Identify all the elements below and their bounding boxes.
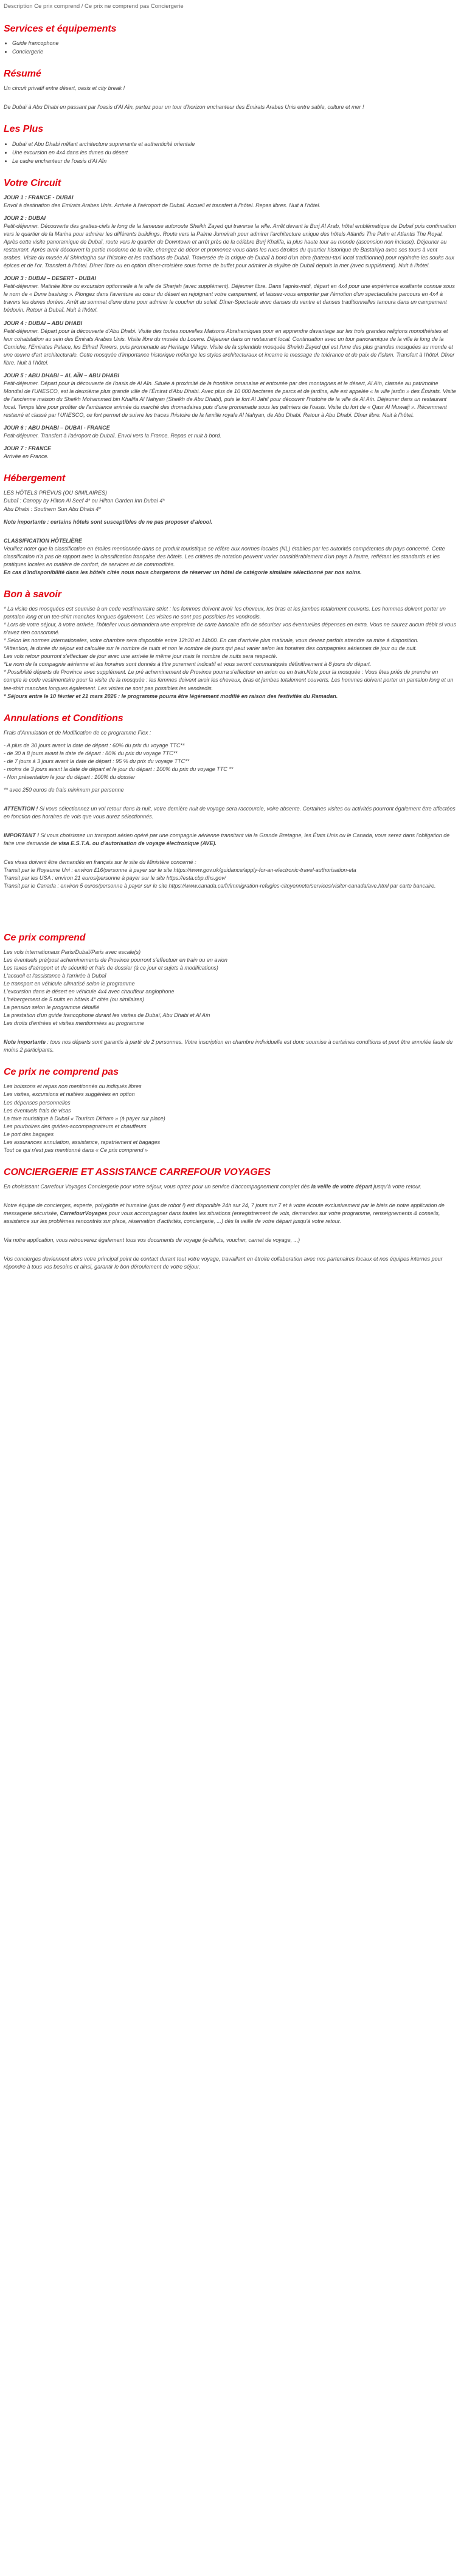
- day-text: Petit-déjeuner. Transfert à l'aéroport de Dubaï. Envol vers la France. Repas et nuit à bord.: [4, 433, 221, 439]
- classification-text: Veuillez noter que la classification en étoiles mentionnée dans ce produit touristique se réfère aux normes locales (NL) établies par les autorités compétentes du pays concerné. Cette classification n'a pas de rapport avec la classification française des hôtels. Les critères de notation peuvent varier considérablement d'un pays à l'autre, reflétant les standards et les pratiques locales en matière de confort, de services et de commodités.: [4, 545, 445, 567]
- day-title: JOUR 1 : FRANCE - DUBAI: [4, 194, 74, 200]
- fee-row: - A plus de 30 jours avant la date de départ : 60% du prix du voyage TTC**: [4, 742, 185, 748]
- visa-uk[interactable]: Transit par le Royaume Uni : environ £16/personne à payer sur le site https://www.gov.uk/guidance/apply-for-an-electronic-travel-authorisation-eta: [4, 867, 356, 874]
- day-6: [4, 424, 456, 440]
- list-item: Les visites, excursions et nuitées suggérées en option: [4, 1091, 135, 1098]
- day-4: [4, 320, 456, 367]
- text-bold: CarrefourVoyages: [60, 1210, 108, 1217]
- day-title: JOUR 6 : ABU DHABI – DUBAI - FRANCE: [4, 425, 110, 431]
- hotel-dubai: Dubaï : Canopy by Hilton Al Seef 4* ou Hilton Garden Inn Dubai 4*: [4, 498, 165, 504]
- day-3: [4, 275, 456, 314]
- day-title: JOUR 2 : DUBAI: [4, 214, 46, 221]
- fee-minimum: ** avec 250 euros de frais minimum par personne: [4, 787, 124, 793]
- visa-canada[interactable]: Transit par le Canada : environ 5 euros/personne à payer sur le site https://www.canada.ca/fr/immigration-refugies-citoyennete/services/visiter-canada/ave.html par carte bancaire.: [4, 883, 436, 889]
- savoir-item: *Attention, la durée du séjour est calculée sur le nombre de nuits et non le nombre de jours qui peut varier selon les horaires des compagnies aériennes de jour ou de nuit.: [4, 645, 417, 652]
- attention-label: ATTENTION !: [4, 806, 38, 812]
- day-text: Petit-déjeuner. Départ pour la découverte d'Abu Dhabi. Visite des toutes nouvelles Maisons Abrahamiques pour en apprendre davantage sur les trois grandes religions monothéistes et leur cohabitation au sein des Émirats Arabes Unis. Visite libre du musée du Louvre. Déjeuner dans un restaurant local. Continuation avec un tour panoramique de la ville le long de la Corniche, l'Emirates Palace, les Etihad Towers, puis promenade au Heritage Village. Visite de la splendide mosquée Sheikh Zayed qui est l'une des plus grandes mosquées au monde et une œuvre d'art architecturale. Cette mosquée d'importance historique mélange les styles architecturaux et incarne le message de tolérance et de paix de l'islam. Transfert à l'hôtel. Dîner libre. Nuit à l'hôtel.: [4, 327, 455, 366]
- savoir-item: * Selon les normes internationales, votre chambre sera disponible entre 12h30 et 14h00. En cas d'arrivée plus matinale, vous devrez parfois attendre sa mise à disposition.: [4, 637, 419, 644]
- day-title: JOUR 5 : ABU DHABI – AL AÏN – ABU DHABI: [4, 372, 120, 379]
- comprend-note: [4, 1038, 456, 1054]
- visa-intro: Ces visas doivent être demandés en français sur le site du Ministère concerné :: [4, 859, 196, 866]
- hotel-abudhabi: Abu Dhabi : Southern Sun Abu Dhabi 4*: [4, 505, 101, 512]
- list-item: • Une excursion en 4x4 dans les dunes du désert: [12, 149, 456, 157]
- day-title: JOUR 3 : DUBAI – DESERT - DUBAI: [4, 275, 96, 282]
- savoir-item: *Le nom de la compagnie aérienne et les horaires sont donnés à titre purement indicatif et vous seront communiqués définitivement à 8 jours du départ.: [4, 661, 372, 668]
- list-item: Le transport en véhicule climatisé selon le programme: [4, 980, 135, 987]
- visa-required: visa E.S.T.A. ou d'autorisation de voyage électronique (AVE).: [58, 840, 217, 847]
- resume-title: Résumé: [4, 69, 41, 80]
- list-item: Les vols internationaux Paris/Dubaï/Paris avec escale(s): [4, 948, 141, 955]
- services-list: [4, 39, 456, 56]
- day-title: JOUR 4 : DUBAI – ABU DHABI: [4, 320, 83, 326]
- day-text: Envol à destination des Emirats Arabes Unis. Arrivée à l'aéroport de Dubaï. Accueil et transfert à l'hôtel. Repas libres. Nuit à l'hôtel.: [4, 202, 321, 208]
- resume-intro: Un circuit privatif entre désert, oasis et city break !: [4, 85, 125, 92]
- text: pour vous accompagner dans toutes les situations (enregistrement de vols, demandes sur votre programme, renseignements & conseils, assistance sur les problèmes rencontrés sur place, réservation d'activités, conciergerie, ...) dès la veille de votre départ jusqu'à votre retour.: [4, 1210, 440, 1225]
- annulations-section: [4, 711, 456, 891]
- visa-us[interactable]: Transit par les USA : environ 21 euros/personne à payer sur le site https://esta.cbp.dhs.gov/: [4, 875, 226, 882]
- important-label: IMPORTANT !: [4, 832, 40, 839]
- necomprend-section: [4, 1065, 456, 1154]
- list-item: Les boissons et repas non mentionnés ou indiqués libres: [4, 1083, 142, 1090]
- list-item: La taxe touristique à Dubaï « Tourism Dirham » (à payer sur place): [4, 1115, 165, 1122]
- hebergement-title: Hébergement: [4, 473, 66, 484]
- savoir-title: Bon à savoir: [4, 589, 61, 600]
- savoir-item: * Lors de votre séjour, à votre arrivée, l'hôtelier vous demandera une empreinte de carte bancaire afin de sécuriser vos éventuelles dépenses en extra. Vous ne saurez aucun débit si vous n'avez rien consommé.: [4, 622, 456, 636]
- important-text: Si vous choisissez un transport aérien opéré par une compagnie aérienne transitant via la Grande Bretagne, les États Unis ou le Canada, vous serez dans l'obligation de faire une demande de: [4, 832, 450, 847]
- note-label: Note importante: [4, 1039, 46, 1046]
- list-item: Tout ce qui n'est pas mentionné dans « Ce prix comprend »: [4, 1146, 148, 1153]
- circuit-section: [4, 176, 456, 461]
- breadcrumb: Description Ce prix comprend / Ce prix ne comprend pas Conciergerie: [4, 3, 184, 10]
- savoir-item: * La visite des mosquées est soumise à un code vestimentaire strict : les femmes doivent avoir les cheveux, les bras et les jambes totalement couverts. Les hommes doivent porter un pantalon long et un tee-shirt manches longues également. Les visites ne sont pas possibles les vendredis.: [4, 606, 446, 620]
- services-title: Services et équipements: [4, 23, 117, 34]
- list-item: Les droits d'entrées et visites mentionnées au programme: [4, 1020, 144, 1027]
- hotels-note: Note importante : certains hôtels sont susceptibles de ne pas proposer d'alcool.: [4, 518, 213, 525]
- plus-section: [4, 122, 456, 165]
- note-text: : tous nos départs sont garantis à partir de 2 personnes. Votre inscription en chambre individuelle est donc soumise à certaines conditions et peut être annulée faute du moins 2 participants.: [4, 1039, 453, 1053]
- savoir-section: [4, 587, 456, 701]
- classification-title: CLASSIFICATION HÔTELIÈRE: [4, 537, 82, 544]
- list-item: • Guide francophone: [12, 39, 456, 47]
- savoir-item: * Possibilité départs de Province avec supplément. Le pré acheminement de Province pourra s'effectuer en avion ou en train.Note pour la mosquée : Vous êtes priés de prendre en compte le code vestimentaire pour la visite de la mosquée : les femmes doivent avoir les cheveux, bras et jambes totalement couverts. Les hommes doivent porter un pantalon long et un tee-shirt manches longues également. Les visites ne sont pas possibles les vendredis.: [4, 669, 454, 691]
- comprend-title: Ce prix comprend: [4, 932, 86, 943]
- resume-text: De Dubaï à Abu Dhabi en passant par l'oasis d'Al Aïn, partez pour un tour d'horizon enchanteur des Emirats Arabes Unis entre sable, culture et mer !: [4, 104, 364, 111]
- conciergerie-p3: Via notre application, vous retrouverez également tous vos documents de voyage (e-billets, voucher, carnet de voyage, ...): [4, 1237, 300, 1244]
- conciergerie-section: [4, 1165, 456, 1272]
- circuit-title: Votre Circuit: [4, 177, 61, 188]
- day-text: Petit-déjeuner. Découverte des grattes-ciels le long de la fameuse autoroute Sheikh Zayed qui traverse la ville. Arrêt devant le Burj Al Arab, hôtel emblématique de Dubaï puis continuation vers le quartier de la Marina pour admirer les différents buildings. Route vers la Palme Jumeirah pour admirer l'architecture unique des hôtels Atlantis The Palm et Atlantis The Royal. Après cette visite panoramique de Dubaï, route vers le quartier de Downtown et arrêt près de la célèbre Burj Khalifa, la plus haute tour au monde (ascension non incluse). Déjeuner au restaurant. Après avoir découvert la partie moderne de la ville, changez de décor et promenez-vous dans les rues étroites du quartier historique de Bastakiya avec ses tours à vent arabes. Visite du musée Al Shindagha sur l'histoire et les traditions de Dubaï. Traversée de la crique de Dubaï à bord d'un abra (bateau-taxi local traditionnel) pour rejoindre les souks aux épices et de l'or. Transfert à l'hôtel. Dîner libre ou en option dîner-croisière sous forme de buffet pour admirer la skyline de Dubaï depuis la mer (avec supplément). Nuit à l'hôtel.: [4, 222, 456, 269]
- day-2: [4, 214, 456, 270]
- list-item: • Dubaï et Abu Dhabi mêlant architecture suprenante et authenticité orientale: [12, 140, 456, 148]
- text: Notre équipe de concierges, experte, polyglotte et humaine (pas de robot !) est disponible 24h sur 24, 7 jours sur 7 et à votre écoute exclusivement par le biais de notre application de messagerie sécurisée,: [4, 1202, 445, 1217]
- list-item: Les taxes d'aéroport et de sécurité et frais de dossier (à ce jour et sujets à modifications): [4, 964, 218, 971]
- list-item: Le port des bagages: [4, 1131, 54, 1137]
- day-5: [4, 372, 456, 419]
- list-item: La pension selon le programme détaillé: [4, 1004, 100, 1011]
- day-7: [4, 445, 456, 461]
- conciergerie-p1: [4, 1183, 456, 1191]
- hotels-title: LES HÔTELS PRÉVUS (OU SIMILAIRES): [4, 490, 108, 496]
- savoir-item: * Séjours entre le 10 février et 21 mars 2026 : le programme pourra être légèrement modifié en raison des festivités du Ramadan.: [4, 693, 338, 699]
- list-item: Les pourboires des guides-accompagnateurs et chauffeurs: [4, 1123, 147, 1129]
- comprend-section: [4, 931, 456, 1055]
- list-item: Les éventuels pré/post acheminements de Province pourront s'effectuer en train ou en avion: [4, 956, 227, 963]
- list-item: • Le cadre enchanteur de l'oasis d'Al Aïn: [12, 157, 456, 165]
- plus-title: Les Plus: [4, 124, 44, 135]
- fee-row: - de 30 à 8 jours avant la date de départ : 80% du prix du voyage TTC**: [4, 750, 178, 756]
- plus-list: [4, 140, 456, 165]
- necomprend-title: Ce prix ne comprend pas: [4, 1067, 119, 1078]
- classification-note: En cas d'indisponibilité dans les hôtels cités nous nous chargerons de réserver un hôtel de catégorie similaire sélectionné par nos soins.: [4, 569, 362, 575]
- list-item: L'excursion dans le désert en véhicule 4x4 avec chauffeur anglophone: [4, 988, 175, 995]
- list-item: • Conciergerie: [12, 48, 456, 56]
- fee-row: - de 7 jours à 3 jours avant la date de départ : 95 % du prix du voyage TTC**: [4, 758, 190, 764]
- resume-section: [4, 67, 456, 111]
- list-item: La prestation d'un guide francophone durant les visites de Dubaï, Abu Dhabi et Al Aïn: [4, 1012, 210, 1019]
- conciergerie-p2: [4, 1202, 456, 1225]
- text: En choisissant Carrefour Voyages Conciergerie pour votre séjour, vous optez pour un service d'accompagnement complet dès: [4, 1184, 311, 1190]
- day-text: Petit-déjeuner. Départ pour la découverte de l'oasis de Al Aïn. Située à proximité de la frontière omanaise et entourée par des montagnes et le désert, Al Aïn, classée au patrimoine Mondial de l'UNESCO, est la deuxième plus grande ville de l'Émirat d'Abu Dhabi. Avec plus de 10 000 hectares de parcs et de jardins, elle est appelée « la ville jardin » des Émirats. Visite de l'ancienne maison du Sheikh Mohammed bin Khalifa Al Nahyan (Sheikh de Abu Dhabi), puis le fort Al Jahil pour découvrir l'histoire de la ville de Al Aïn. Déjeuner dans un restaurant local. Temps libre pour profiter de l'ambiance animée du marché des dromadaires puis d'une promenade sous les palmiers de l'oasis. Visite du fort de « Qasr Al Muwaiji ». Récemment restauré et classé par l'UNESCO, ce fort permet de suivre les traces l'histoire de la famille royale Al Nahyan, de Abu Dhabi. Retour à Abu Dhabi. Dîner libre. Nuit à l'hôtel.: [4, 380, 456, 419]
- annulations-title: Annulations et Conditions: [4, 713, 123, 724]
- savoir-item: Les vols retour pourront s'effectuer de jour avec une arrivée le même jour mais le nombre de nuits sera respecté.: [4, 653, 277, 660]
- text: jusqu'à votre retour.: [372, 1184, 422, 1190]
- annulations-intro: Frais d'Annulation et de Modification de ce programme Flex :: [4, 729, 151, 736]
- attention-text: Si vous sélectionnez un vol retour dans la nuit, votre dernière nuit de voyage sera raccourcie, voire absente. Certaines visites ou activités pourront également être affectées en fonction des horaires de vols que vous aurez sélectionnés.: [4, 806, 456, 820]
- day-1: [4, 194, 456, 210]
- conciergerie-title: CONCIERGERIE ET ASSISTANCE CARREFOUR VOYAGES: [4, 1166, 271, 1177]
- conciergerie-p4: Vos concierges deviennent alors votre principal point de contact durant tout votre voyage, travaillant en étroite collaboration avec nos partenaires locaux et nos équipes internes pour répondre à tous vos besoins et ainsi, garantir le bon déroulement de votre séjour.: [4, 1256, 443, 1270]
- day-text: Arrivée en France.: [4, 453, 49, 460]
- page: [0, 0, 461, 1282]
- text-bold: la veille de votre départ: [311, 1184, 372, 1190]
- list-item: Les assurances annulation, assistance, rapatriement et bagages: [4, 1139, 161, 1145]
- list-item: Les dépenses personnelles: [4, 1099, 71, 1106]
- services-section: [4, 22, 456, 56]
- list-item: L'accueil et l'assistance à l'arrivée à Dubaï: [4, 972, 106, 979]
- list-item: Les éventuels frais de visas: [4, 1107, 71, 1114]
- list-item: L'hébergement de 5 nuits en hôtels 4* cités (ou similaires): [4, 996, 144, 1002]
- fee-row: - moins de 3 jours avant la date de départ et le jour du départ : 100% du prix du voyage TTC **: [4, 766, 234, 772]
- important-paragraph: [4, 832, 456, 848]
- attention-paragraph: [4, 805, 456, 821]
- day-title: JOUR 7 : FRANCE: [4, 445, 52, 452]
- day-text: Petit-déjeuner. Matinée libre ou excursion optionnelle à la ville de Sharjah (avec supplément). Déjeuner libre. Dans l'après-midi, départ en 4x4 pour une expérience exaltante connue sous le nom de « Dune bashing ». Plongez dans l'aventure au cœur du désert en rejoignant votre campement, et laissez-vous emporter par l'émotion d'un spectaculaire parcours en 4x4 à travers les dunes dorées. Arrêt au sommet d'une dune pour admirer le coucher du soleil. Dîner-Spectacle avec danses du ventre et danses traditionnelles tanoura dans un campement bédouin. Retour à Dubaï. Nuit à l'hôtel.: [4, 283, 455, 313]
- hebergement-section: [4, 471, 456, 577]
- fee-row: - Non présentation le jour du départ : 100% du dossier: [4, 774, 136, 781]
